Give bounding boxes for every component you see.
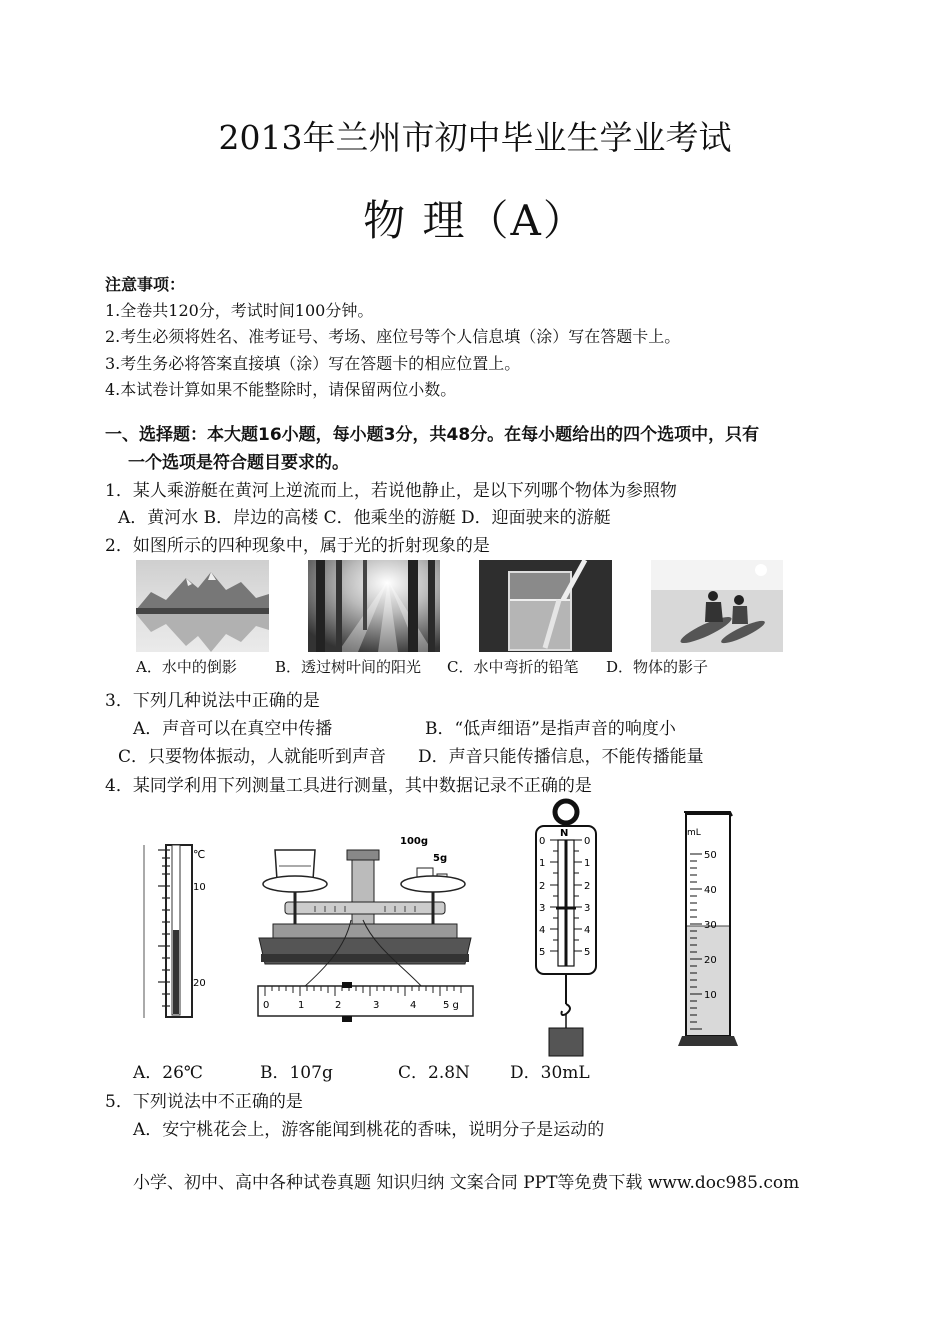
spring-scale-diagram [528, 796, 608, 1061]
question-3-stem: 3．下列几种说法中正确的是 [105, 691, 320, 711]
scale-label-4: 4 [410, 1000, 417, 1011]
cylinder-tick-20: 20 [704, 955, 717, 966]
question-4-option-d: D．30mL [510, 1063, 590, 1083]
spring-right-1: 1 [584, 858, 591, 869]
spring-left-4: 4 [539, 925, 546, 936]
cylinder-tick-40: 40 [704, 885, 717, 896]
q2-caption-c: C．水中弯折的铅笔 [447, 658, 579, 676]
question-4-stem: 4．某同学利用下列测量工具进行测量，其中数据记录不正确的是 [105, 776, 592, 796]
thermometer-unit: ℃ [193, 848, 206, 861]
section-heading: 一、选择题：本大题16小题，每小题3分，共48分。在每小题给出的四个选项中，只有 [105, 425, 760, 445]
spring-left-3: 3 [539, 903, 546, 914]
shadow-photo [651, 560, 783, 652]
thermometer-tick-20: 20 [193, 978, 206, 989]
question-3-option-d: D．声音只能传播信息，不能传播能量 [418, 747, 704, 767]
exam-title: 2013年兰州市初中毕业生学业考试 [218, 118, 732, 157]
weight-label-5g: 5g [433, 853, 448, 864]
weight-label-100g: 100g [400, 836, 429, 847]
thermometer-diagram [140, 840, 220, 1020]
scale-label-0: 0 [263, 1000, 270, 1011]
cylinder-tick-30: 30 [704, 920, 717, 931]
cylinder-tick-50: 50 [704, 850, 717, 861]
spring-right-3: 3 [584, 903, 591, 914]
section-heading-cont: 一个选项是符合题目要求的。 [128, 453, 349, 473]
notice-item: 4.本试卷计算如果不能整除时，请保留两位小数。 [105, 380, 457, 399]
cylinder-tick-10: 10 [704, 990, 717, 1001]
spring-right-2: 2 [584, 881, 591, 892]
spring-left-5: 5 [539, 947, 546, 958]
notice-item: 1.全卷共120分，考试时间100分钟。 [105, 301, 374, 320]
graduated-cylinder-diagram [674, 808, 749, 1048]
balance-scale-diagram [255, 828, 480, 1028]
question-4-option-c: C．2.8N [398, 1063, 470, 1083]
notice-item: 2.考生必须将姓名、准考证号、考场、座位号等个人信息填（涂）写在答题卡上。 [105, 327, 681, 346]
spring-unit: N [560, 828, 569, 839]
question-5-option-a: A．安宁桃花会上，游客能闻到桃花的香味，说明分子是运动的 [133, 1120, 605, 1140]
spring-left-0: 0 [539, 836, 546, 847]
question-3-option-a: A．声音可以在真空中传播 [133, 719, 333, 739]
cylinder-unit: mL [687, 828, 701, 838]
bent-pencil-photo [479, 560, 612, 652]
subject-title: 物 理（A） [363, 196, 587, 245]
question-2-stem: 2．如图所示的四种现象中，属于光的折射现象的是 [105, 536, 490, 556]
q2-caption-a: A．水中的倒影 [136, 658, 237, 676]
question-3-option-c: C．只要物体振动，人就能听到声音 [118, 747, 387, 767]
scale-label-2: 2 [335, 1000, 342, 1011]
scale-label-5: 5 g [443, 1000, 459, 1011]
scale-label-1: 1 [298, 1000, 305, 1011]
page-footer: 小学、初中、高中各种试卷真题 知识归纳 文案合同 PPT等免费下载 www.doc985.com [133, 1173, 800, 1193]
question-3-option-b: B．“低声细语”是指声音的响度小 [425, 719, 676, 739]
forest-sunlight-photo [308, 560, 440, 652]
mountain-reflection-photo [136, 560, 269, 652]
notice-heading: 注意事项： [105, 275, 186, 294]
question-1-options: A．黄河水 B．岸边的高楼 C．他乘坐的游艇 D．迎面驶来的游艇 [118, 508, 611, 528]
question-1-stem: 1．某人乘游艇在黄河上逆流而上，若说他静止，是以下列哪个物体为参照物 [105, 481, 677, 501]
spring-right-4: 4 [584, 925, 591, 936]
spring-right-5: 5 [584, 947, 591, 958]
q2-caption-d: D．物体的影子 [606, 658, 709, 676]
spring-left-2: 2 [539, 881, 546, 892]
question-4-option-a: A．26℃ [133, 1063, 203, 1083]
spring-left-1: 1 [539, 858, 546, 869]
scale-label-3: 3 [373, 1000, 380, 1011]
notice-item: 3.考生务必将答案直接填（涂）写在答题卡的相应位置上。 [105, 354, 521, 373]
question-4-option-b: B．107g [260, 1063, 333, 1083]
spring-right-0: 0 [584, 836, 591, 847]
question-5-stem: 5．下列说法中不正确的是 [105, 1092, 303, 1112]
q2-caption-b: B．透过树叶间的阳光 [275, 658, 422, 676]
thermometer-tick-10: 10 [193, 882, 206, 893]
